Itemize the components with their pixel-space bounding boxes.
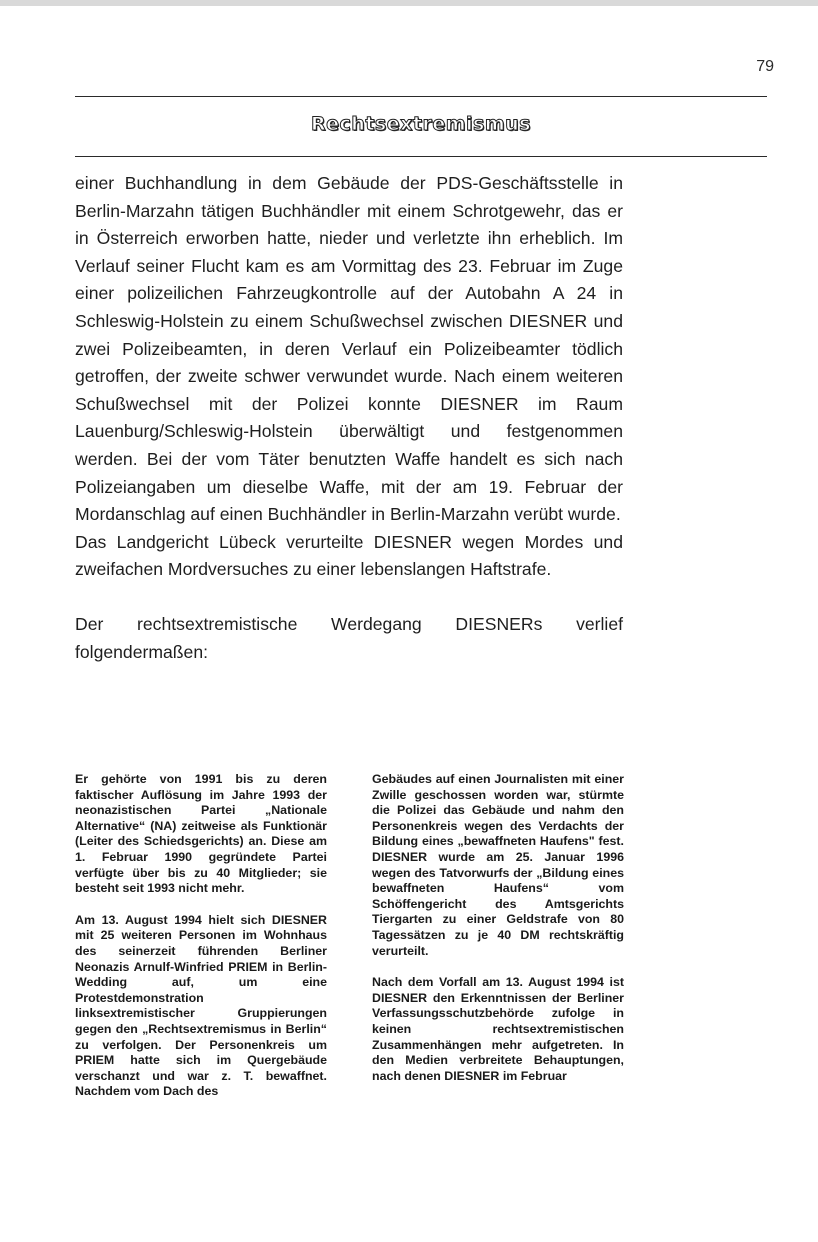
page-number: 79 bbox=[756, 58, 774, 75]
body-text bbox=[75, 170, 623, 666]
header-rule-top bbox=[75, 96, 767, 97]
right-column bbox=[372, 772, 624, 1100]
column-paragraph: Am 13. August 1994 hielt sich DIESNER mit 25 weiteren Personen im Wohnhaus des seinerzeit führenden Berliner Neonazis Arnulf-Winfried PRIEM in Berlin-Wedding auf, um eine Protestdemonstration linksextremistischer Gruppierungen gegen den „Rechtsextremismus in Berlin“ zu verfolgen. Der Personenkreis um PRIEM hatte sich im Quergebäude verschanzt und war z. T. bewaffnet. Nachdem vom Dach des bbox=[75, 912, 327, 1099]
column-paragraph: Er gehörte von 1991 bis zu deren faktischer Auflösung im Jahre 1993 der neonazistischen Partei „Nationale Alternative“ (NA) zeitweise als Funktionär (Leiter des Schiedsgerichts) an. Diese am 1. Februar 1990 gegründete Partei verfügte über bis zu 40 Mitglieder; sie besteht seit 1993 nicht mehr. bbox=[75, 772, 327, 896]
left-column bbox=[75, 772, 327, 1116]
column-paragraph: Gebäudes auf einen Journalisten mit einer Zwille geschossen worden war, stürmte die Polizei das Gebäude und nahm den Personenkreis wegen des Verdachts der Bildung eines „bewaffneten Haufens" fest. DIESNER wurde am 25. Januar 1996 wegen des Tatvorwurfs der „Bildung eines bewaffneten Haufens“ vom Schöffengericht des Amtsgerichts Tiergarten zu einer Geldstrafe von 80 Tagessätzen zu je 40 DM rechtskräftig verurteilt. bbox=[372, 772, 624, 958]
body-paragraph: einer Buchhandlung in dem Gebäude der PDS-Geschäftsstelle in Berlin-Marzahn tätigen Buchhändler mit einem Schrotgewehr, das er in Österreich erworben hatte, nieder und verletzte ihn erheblich. Im Verlauf seiner Flucht kam es am Vormittag des 23. Februar im Zuge einer polizeilichen Fahrzeugkontrolle auf der Autobahn A 24 in Schleswig-Holstein zu einem Schußwechsel zwischen DIESNER und zwei Polizeibeamten, in deren Verlauf ein Polizeibeamter tödlich getroffen, der zweite schwer verwundet wurde. Nach einem weiteren Schußwechsel mit der Polizei konnte DIESNER im Raum Lauenburg/Schleswig-Holstein überwältigt und festgenommen werden. Bei der vom Täter benutzten Waffe handelt es sich nach Polizeiangaben um dieselbe Waffe, mit der am 19. Februar der Mordanschlag auf einen Buchhändler in Berlin-Marzahn verübt wurde. bbox=[75, 173, 623, 525]
header-rule-bottom bbox=[75, 156, 767, 157]
body-paragraph: Das Landgericht Lübeck verurteilte DIESNER wegen Mordes und zweifachen Mordversuches zu einer lebenslangen Haftstrafe. bbox=[75, 531, 623, 580]
body-paragraph: Der rechtsextremistische Werdegang DIESNERs verlief folgendermaßen: bbox=[75, 613, 623, 662]
scan-edge bbox=[0, 0, 818, 6]
running-header: Rechtsextremismus bbox=[311, 113, 531, 135]
column-paragraph: Nach dem Vorfall am 13. August 1994 ist DIESNER den Erkenntnissen der Berliner Verfassungsschutzbehörde zufolge in keinen rechtsextremistischen Zusammenhängen mehr aufgetreten. In den Medien verbreitete Behauptungen, nach denen DIESNER im Februar bbox=[372, 975, 624, 1083]
